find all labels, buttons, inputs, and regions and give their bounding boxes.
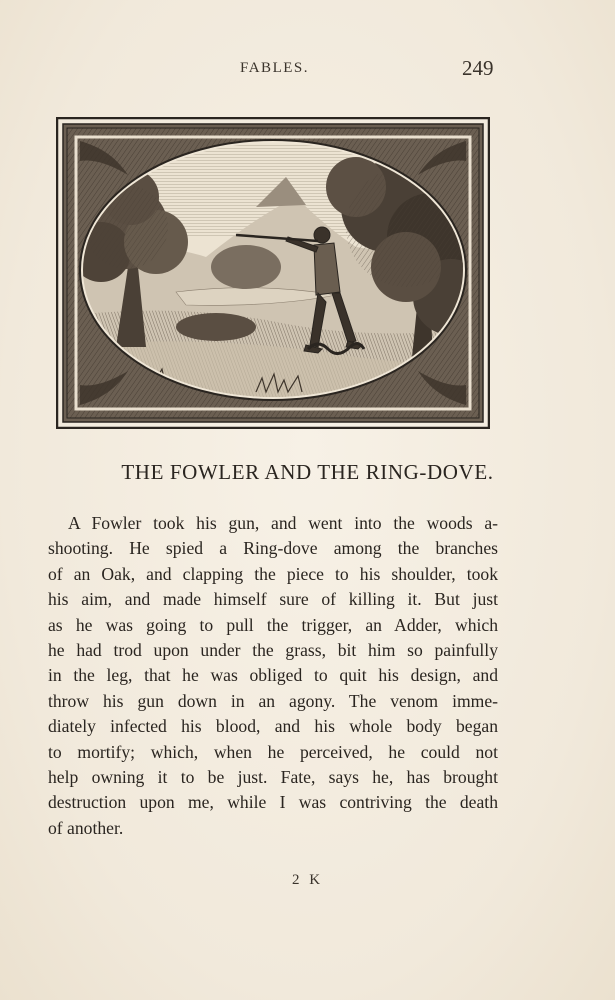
running-head xyxy=(0,56,615,84)
text-line: to mortify; which, when he perceived, he could not xyxy=(48,741,498,762)
fable-title: THE FOWLER AND THE RING-DOVE. xyxy=(121,460,494,484)
text-line: shooting. He spied a Ring-dove among the branches xyxy=(48,538,498,559)
running-title: FABLES. xyxy=(240,60,309,76)
fable-text xyxy=(48,511,498,841)
text-line: in the leg, that he was obliged to quit his design, and xyxy=(48,665,498,686)
text-line: of another. xyxy=(48,817,124,838)
text-line: as he was going to pull the trigger, an Adder, which xyxy=(48,614,498,635)
text-line: diately infected his blood, and his whole body began xyxy=(48,716,498,737)
text-line: his aim, and made himself sure of killing it. But just xyxy=(48,589,498,610)
text-line: throw his gun down in an agony. The venom imme- xyxy=(48,690,498,711)
signature-mark: 2 K xyxy=(291,872,324,888)
text-line: he had trod upon under the grass, bit him so painfully xyxy=(48,639,498,660)
page-number: 249 xyxy=(462,56,494,80)
text-line: of an Oak, and clapping the piece to his shoulder, took xyxy=(48,563,498,584)
text-line: destruction upon me, while I was contriving the death xyxy=(48,792,498,813)
woodcut-illustration xyxy=(56,117,490,429)
text-line: A Fowler took his gun, and went into the woods a- xyxy=(68,513,498,533)
text-line: help owning it to be just. Fate, says he, has brought xyxy=(48,766,498,787)
